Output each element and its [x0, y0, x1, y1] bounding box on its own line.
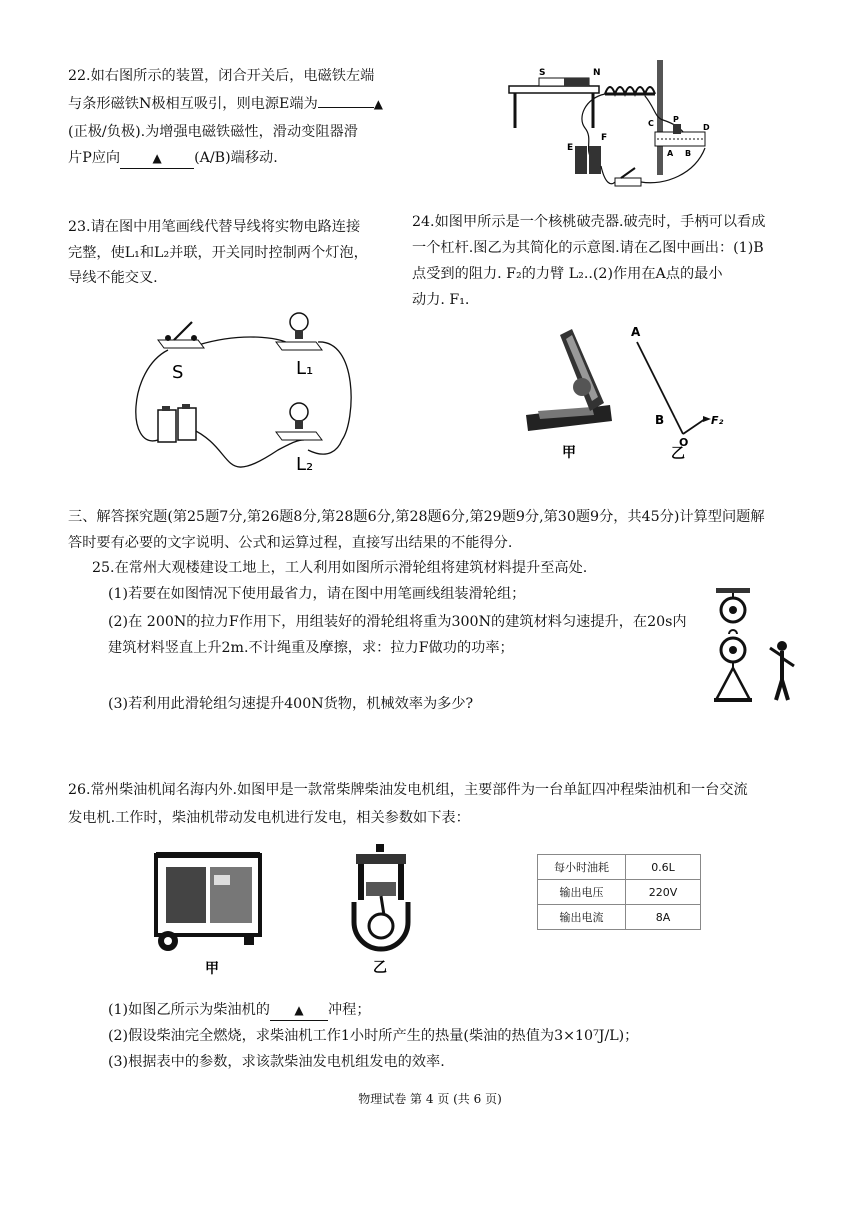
nutcracker-figure-jia	[520, 325, 630, 465]
label-l2: L₂	[296, 454, 314, 475]
answer-marker: ▲	[294, 1003, 304, 1017]
q23-line2: 完整，使L₁和L₂并联，开关同时控制两个灯泡，	[68, 245, 368, 261]
fig-caption-jia: 甲	[562, 445, 576, 461]
circuit-figure	[128, 300, 358, 480]
table-cell-value: 0.6L	[626, 855, 701, 880]
table-cell-key: 输出电流	[538, 905, 626, 930]
label-s: S	[172, 362, 184, 383]
q25-title: 25.在常州大观楼建设工地上，工人利用如图所示滑轮组将建筑材料提升至高处.	[92, 560, 588, 576]
q25-part2a: (2)在 200N的拉力F作用下，用组装好的滑轮组将重为300N的建筑材料匀速提升，在20s内	[108, 614, 687, 630]
lamp-l1	[276, 313, 322, 350]
generator-params-table	[537, 854, 701, 930]
section3-line2: 答时要有必要的文字说明、公式和运算过程，直接写出结果的不能得分.	[68, 535, 513, 551]
fig-caption-yi: 乙	[671, 446, 685, 462]
q26-part3: (3)根据表中的参数，求该款柴油发电机组发电的效率.	[108, 1054, 445, 1070]
table-cell-key: 每小时油耗	[538, 855, 626, 880]
pulley-figure	[712, 588, 807, 708]
switch-s	[158, 322, 204, 348]
q24-line3: 点受到的阻力. F₂的力臂 L₂..(2)作用在A点的最小	[412, 266, 723, 282]
fig-label-f: F	[601, 133, 608, 143]
fig-label-b: B	[685, 149, 692, 158]
q22-line2-text: 与条形磁铁N极相互吸引，则电源E端为	[68, 96, 318, 112]
fig-label-n: N	[593, 68, 601, 78]
q26-line2: 发电机.工作时，柴油机带动发电机进行发电，相关参数如下表：	[68, 810, 470, 826]
fig-label-s: S	[539, 68, 546, 78]
label-point-a: A	[631, 325, 641, 339]
q24-line4: 动力. F₁.	[412, 292, 470, 308]
q23-line1: 23.请在图中用笔画线代替导线将实物电路连接	[68, 219, 361, 235]
q25-part2b: 建筑材料竖直上升2m.不计绳重及摩擦，求：拉力F做功的功率；	[108, 640, 514, 656]
label-l1: L₁	[296, 358, 314, 379]
fig-label-d: D	[703, 123, 710, 132]
table-row	[538, 880, 701, 905]
fig-label-e: E	[567, 143, 574, 153]
answer-blank-e-end[interactable]	[318, 107, 374, 108]
lamp-l2	[276, 403, 322, 440]
lever-diagram-yi	[625, 320, 735, 465]
q24-line1: 24.如图甲所示是一个核桃破壳器.破壳时，手柄可以看成	[412, 214, 766, 230]
q26-part1-text-b: 冲程；	[327, 1002, 371, 1018]
page-footer: 物理试卷 第 4 页 (共 6 页)	[358, 1092, 502, 1106]
q24-line2: 一个杠杆.图乙为其简化的示意图.请在乙图中画出：(1)B	[412, 240, 764, 256]
q25-part3: (3)若利用此滑轮组匀速提升400N货物，机械效率为多少?	[108, 696, 474, 712]
table-cell-key: 输出电压	[538, 880, 626, 905]
q22-line4	[68, 148, 278, 169]
battery	[158, 404, 196, 442]
table-cell-value: 220V	[626, 880, 701, 905]
answer-blank-slider[interactable]	[120, 148, 194, 169]
q25-part1: (1)若要在如图情况下使用最省力，请在图中用笔画线组装滑轮组；	[108, 586, 526, 602]
q22-line4-text-b: (A/B)端移动.	[194, 150, 278, 166]
q22-line3: (正极/负极).为增强电磁铁磁性，滑动变阻器滑	[68, 124, 358, 140]
label-f2: F₂	[711, 414, 724, 427]
fig-label-c: C	[648, 119, 654, 128]
generator-figure-jia	[148, 845, 268, 975]
q23-line3: 导线不能交叉.	[68, 270, 158, 286]
q26-part1-text-a: (1)如图乙所示为柴油机的	[108, 1002, 270, 1018]
q22-line1: 22.如右图所示的装置，闭合开关后，电磁铁左端	[68, 68, 375, 84]
answer-marker: ▲	[152, 151, 162, 165]
table-cell-value: 8A	[626, 905, 701, 930]
label-point-b: B	[655, 413, 665, 427]
q26-part2: (2)假设柴油完全燃烧，求柴油机工作1小时所产生的热量(柴油的热值为3×10⁷J/L)；	[108, 1028, 639, 1044]
table-row	[538, 905, 701, 930]
electromagnet-figure	[505, 58, 725, 198]
q22-line4-text-a: 片P应向	[68, 150, 121, 166]
section3-line1: 三、解答探究题(第25题7分,第26题8分,第28题6分,第28题6分,第29题9分,第30题9分，共45分)计算型问题解	[68, 509, 765, 525]
fig-caption-jia-26: 甲	[205, 961, 219, 977]
answer-blank-stroke[interactable]	[270, 1000, 328, 1021]
fig-caption-yi-26: 乙	[373, 960, 387, 976]
engine-cylinder-figure-yi	[346, 842, 416, 975]
label-point-o: O	[679, 436, 689, 449]
fig-label-a: A	[667, 149, 674, 158]
table-row	[538, 855, 701, 880]
q26-part1	[108, 1000, 371, 1021]
answer-marker: ▲	[373, 97, 384, 111]
q26-line1: 26.常州柴油机闻名海内外.如图甲是一款常柴牌柴油发电机组，主要部件为一台单缸四冲程柴油机和一台交流	[68, 782, 748, 798]
fig-label-p: P	[673, 115, 679, 124]
q22-line2	[68, 94, 383, 114]
